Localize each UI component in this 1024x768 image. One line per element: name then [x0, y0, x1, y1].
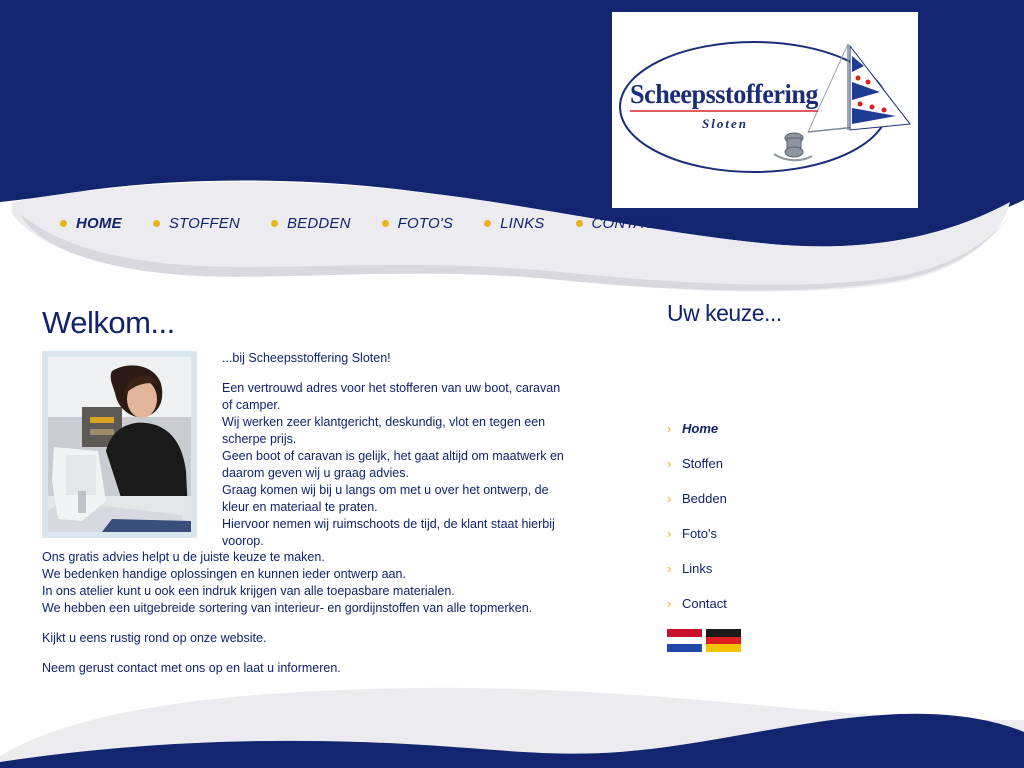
- chevron-right-icon: ›: [667, 456, 672, 471]
- text-line: scherpe prijs.: [222, 432, 297, 446]
- bullet-icon: [576, 220, 583, 227]
- closing-text-browse: Kijkt u eens rustig rond op onze website.: [42, 631, 267, 645]
- text-line: We bedenken handige oplossingen en kunnen ieder ontwerp aan.: [42, 567, 406, 581]
- sidebar-item-label: Links: [682, 561, 713, 576]
- sidebar-item-label: Home: [682, 421, 719, 436]
- sidebar-item-label: Stoffen: [682, 456, 723, 471]
- advice-paragraph: [42, 549, 622, 617]
- text-line: Wij werken zeer klantgericht, deskundig, vlot en tegen een: [222, 415, 546, 429]
- nav-item-bedden[interactable]: [271, 215, 351, 232]
- intro-text: ...bij Scheepsstoffering Sloten!: [222, 351, 391, 365]
- sidebar-item-label: Contact: [682, 596, 727, 611]
- nav-item-links[interactable]: [484, 215, 544, 232]
- german-flag-icon[interactable]: [706, 629, 741, 652]
- chevron-right-icon: ›: [667, 561, 672, 576]
- sidebar-item-label: Bedden: [682, 491, 727, 506]
- logo-brand-text: Scheepsstoffering: [630, 79, 819, 109]
- intro-paragraph: [222, 380, 592, 550]
- sidebar-item-fotos[interactable]: [667, 516, 727, 551]
- text-line: of camper.: [222, 398, 281, 412]
- upholsterer-photo: [42, 351, 197, 538]
- nav-item-label: FOTO'S: [397, 214, 454, 232]
- chevron-right-icon: ›: [667, 491, 672, 506]
- text-line: Een vertrouwd adres voor het stofferen van uw boot, caravan: [222, 381, 561, 395]
- bullet-icon: [484, 220, 491, 227]
- nav-item-home[interactable]: [60, 215, 122, 232]
- chevron-right-icon: ›: [667, 526, 672, 541]
- sidebar-item-bedden[interactable]: [667, 481, 727, 516]
- sidebar-title: Uw keuze...: [667, 300, 782, 326]
- logo-place-text: Sloten: [702, 116, 748, 131]
- dutch-flag-icon[interactable]: [667, 629, 702, 652]
- nav-item-contact[interactable]: [576, 215, 665, 232]
- closing-text-contact: Neem gerust contact met ons op en laat u informeren.: [42, 661, 341, 675]
- sidebar-item-contact[interactable]: [667, 586, 727, 621]
- sidebar-item-label: Foto's: [682, 526, 717, 541]
- bullet-icon: [271, 220, 278, 227]
- top-navigation: [60, 212, 695, 234]
- sidebar-item-home[interactable]: [667, 411, 727, 446]
- bullet-icon: [60, 220, 67, 227]
- language-selector: [667, 629, 745, 652]
- nav-item-label: LINKS: [500, 214, 545, 232]
- chevron-right-icon: ›: [667, 421, 672, 436]
- text-line: daarom geven wij u graag advies.: [222, 466, 409, 480]
- sidebar-item-links[interactable]: [667, 551, 727, 586]
- bullet-icon: [382, 220, 389, 227]
- text-line: Graag komen wij bij u langs om met u over het ontwerp, de: [222, 483, 549, 497]
- nav-item-label: HOME: [76, 214, 122, 232]
- nav-item-label: CONTACT: [591, 214, 665, 232]
- bullet-icon: [153, 220, 160, 227]
- sidebar-item-stoffen[interactable]: [667, 446, 727, 481]
- text-line: We hebben een uitgebreide sortering van interieur- en gordijnstoffen van alle topmerken.: [42, 601, 533, 615]
- sidebar-menu: [667, 411, 727, 621]
- nav-item-label: BEDDEN: [286, 214, 351, 232]
- text-line: kleur en materiaal te praten.: [222, 500, 378, 514]
- nav-item-stoffen[interactable]: [153, 215, 240, 232]
- page-title: Welkom...: [42, 305, 175, 340]
- text-line: Hiervoor nemen wij ruimschoots de tijd, de klant staat hierbij: [222, 517, 555, 531]
- text-line: In ons atelier kunt u ook een indruk krijgen van alle toepasbare materialen.: [42, 584, 455, 598]
- text-line: voorop.: [222, 534, 264, 548]
- nav-item-fotos[interactable]: [382, 215, 453, 232]
- nav-item-label: STOFFEN: [168, 214, 240, 232]
- text-line: Ons gratis advies helpt u de juiste keuze te maken.: [42, 550, 325, 564]
- text-line: Geen boot of caravan is gelijk, het gaat altijd om maatwerk en: [222, 449, 564, 463]
- logo[interactable]: [612, 12, 918, 208]
- chevron-right-icon: ›: [667, 596, 672, 611]
